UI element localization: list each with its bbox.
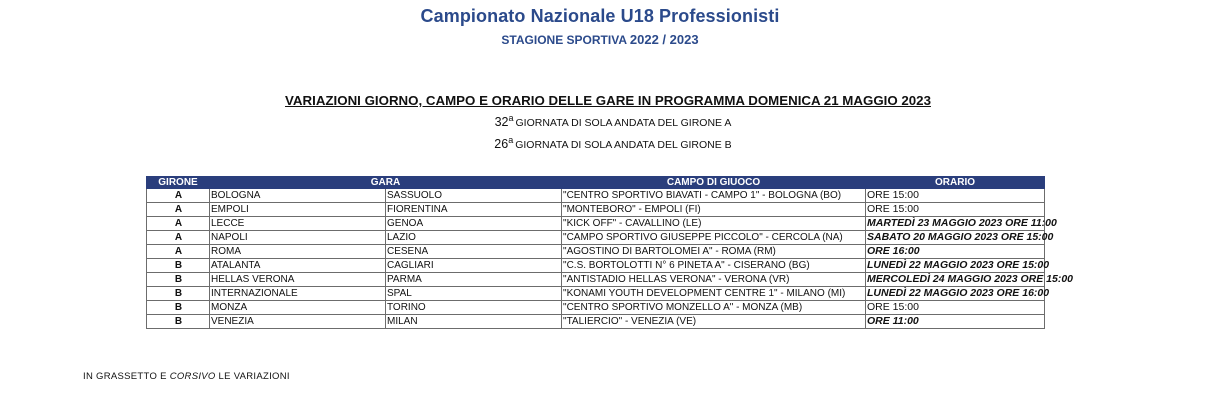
campo-cell: "MONTEBORO" - EMPOLI (FI) <box>562 203 866 217</box>
campo-cell: "ANTISTADIO HELLAS VERONA" - VERONA (VR) <box>562 273 866 287</box>
home-team-cell: NAPOLI <box>210 231 386 245</box>
table-row <box>147 287 1045 301</box>
home-team-cell: ATALANTA <box>210 259 386 273</box>
table-row <box>147 245 1045 259</box>
girone-cell: A <box>147 203 210 217</box>
campo-cell: "TALIERCIO" - VENEZIA (VE) <box>562 315 866 329</box>
season-line <box>0 32 1200 47</box>
table-row <box>147 231 1045 245</box>
giornata-sup: a <box>508 135 514 145</box>
campo-cell: "C.S. BORTOLOTTI N° 6 PINETA A" - CISERANO (BG) <box>562 259 866 273</box>
home-team-cell: LECCE <box>210 217 386 231</box>
col-header-gara: GARA <box>210 177 562 189</box>
orario-cell: SABATO 20 MAGGIO 2023 ORE 15:00 <box>867 231 1054 243</box>
away-team-cell: TORINO <box>386 301 562 315</box>
col-header-orario: ORARIO <box>866 177 1045 189</box>
note-text-1: IN GRASSETTO E <box>83 371 170 382</box>
orario-cell: ORE 16:00 <box>866 245 1045 259</box>
giornata-number: 32 <box>494 115 509 130</box>
giornata-number: 26 <box>494 137 509 152</box>
girone-cell: B <box>147 315 210 329</box>
section-heading: VARIAZIONI GIORNO, CAMPO E ORARIO DELLE GARE IN PROGRAMMA DOMENICA 21 MAGGIO 2023 <box>285 93 931 108</box>
home-team-cell: EMPOLI <box>210 203 386 217</box>
away-team-cell: LAZIO <box>386 231 562 245</box>
away-team-cell: PARMA <box>386 273 562 287</box>
home-team-cell: VENEZIA <box>210 315 386 329</box>
home-team-cell: BOLOGNA <box>210 189 386 203</box>
home-team-cell: MONZA <box>210 301 386 315</box>
orario-cell: MERCOLEDÌ 24 MAGGIO 2023 ORE 15:00 <box>867 273 1073 285</box>
schedule-table <box>146 176 1073 329</box>
girone-cell: B <box>147 287 210 301</box>
campo-cell: "KONAMI YOUTH DEVELOPMENT CENTRE 1" - MILANO (MI) <box>562 287 866 301</box>
note-text-2: CORSIVO <box>169 371 216 382</box>
table-row <box>147 315 1045 329</box>
away-team-cell: GENOA <box>386 217 562 231</box>
away-team-cell: CESENA <box>386 245 562 259</box>
season-label: STAGIONE SPORTIVA <box>501 33 627 47</box>
document-title: Campionato Nazionale U18 Professionisti <box>420 6 780 26</box>
campo-cell: "KICK OFF" - CAVALLINO (LE) <box>562 217 866 231</box>
girone-cell: B <box>147 301 210 315</box>
col-header-campo: CAMPO DI GIUOCO <box>562 177 866 189</box>
orario-cell: ORE 11:00 <box>866 315 1045 329</box>
table-row <box>147 301 1045 315</box>
col-header-girone: GIRONE <box>147 177 210 189</box>
giornata-line-b <box>0 135 1226 151</box>
campo-cell: "AGOSTINO DI BARTOLOMEI A" - ROMA (RM) <box>562 245 866 259</box>
away-team-cell: CAGLIARI <box>386 259 562 273</box>
orario-cell: MARTEDÌ 23 MAGGIO 2023 ORE 11:00 <box>867 217 1057 229</box>
away-team-cell: SASSUOLO <box>386 189 562 203</box>
girone-cell: A <box>147 189 210 203</box>
campo-cell: "CENTRO SPORTIVO MONZELLO A" - MONZA (MB) <box>562 301 866 315</box>
giornata-text: GIORNATA DI SOLA ANDATA DEL GIRONE B <box>515 139 732 152</box>
girone-cell: A <box>147 231 210 245</box>
home-team-cell: HELLAS VERONA <box>210 273 386 287</box>
note-text-3: LE VARIAZIONI <box>215 371 290 382</box>
orario-cell: ORE 15:00 <box>866 189 1045 203</box>
orario-cell: ORE 15:00 <box>866 203 1045 217</box>
away-team-cell: SPAL <box>386 287 562 301</box>
girone-cell: A <box>147 217 210 231</box>
giornata-text: GIORNATA DI SOLA ANDATA DEL GIRONE A <box>515 117 732 130</box>
home-team-cell: INTERNAZIONALE <box>210 287 386 301</box>
girone-cell: B <box>147 273 210 287</box>
table-row <box>147 189 1045 203</box>
table-row <box>147 203 1045 217</box>
away-team-cell: MILAN <box>386 315 562 329</box>
home-team-cell: ROMA <box>210 245 386 259</box>
legend-note <box>83 371 290 382</box>
table-row <box>147 273 1045 287</box>
girone-cell: A <box>147 245 210 259</box>
table-row <box>147 259 1045 273</box>
table-row <box>147 217 1045 231</box>
orario-cell: LUNEDÌ 22 MAGGIO 2023 ORE 15:00 <box>867 259 1050 271</box>
away-team-cell: FIORENTINA <box>386 203 562 217</box>
table-header-row <box>147 177 1045 189</box>
giornata-sup: a <box>508 113 514 123</box>
giornata-line-a <box>0 113 1226 129</box>
table-body <box>147 189 1073 329</box>
orario-cell: ORE 15:00 <box>866 301 1045 315</box>
campo-cell: "CAMPO SPORTIVO GIUSEPPE PICCOLO" - CERCOLA (NA) <box>562 231 866 245</box>
campo-cell: "CENTRO SPORTIVO BIAVATI - CAMPO 1" - BOLOGNA (BO) <box>562 189 866 203</box>
season-year: 2022 / 2023 <box>629 32 699 47</box>
girone-cell: B <box>147 259 210 273</box>
orario-cell: LUNEDÌ 22 MAGGIO 2023 ORE 16:00 <box>867 287 1050 299</box>
